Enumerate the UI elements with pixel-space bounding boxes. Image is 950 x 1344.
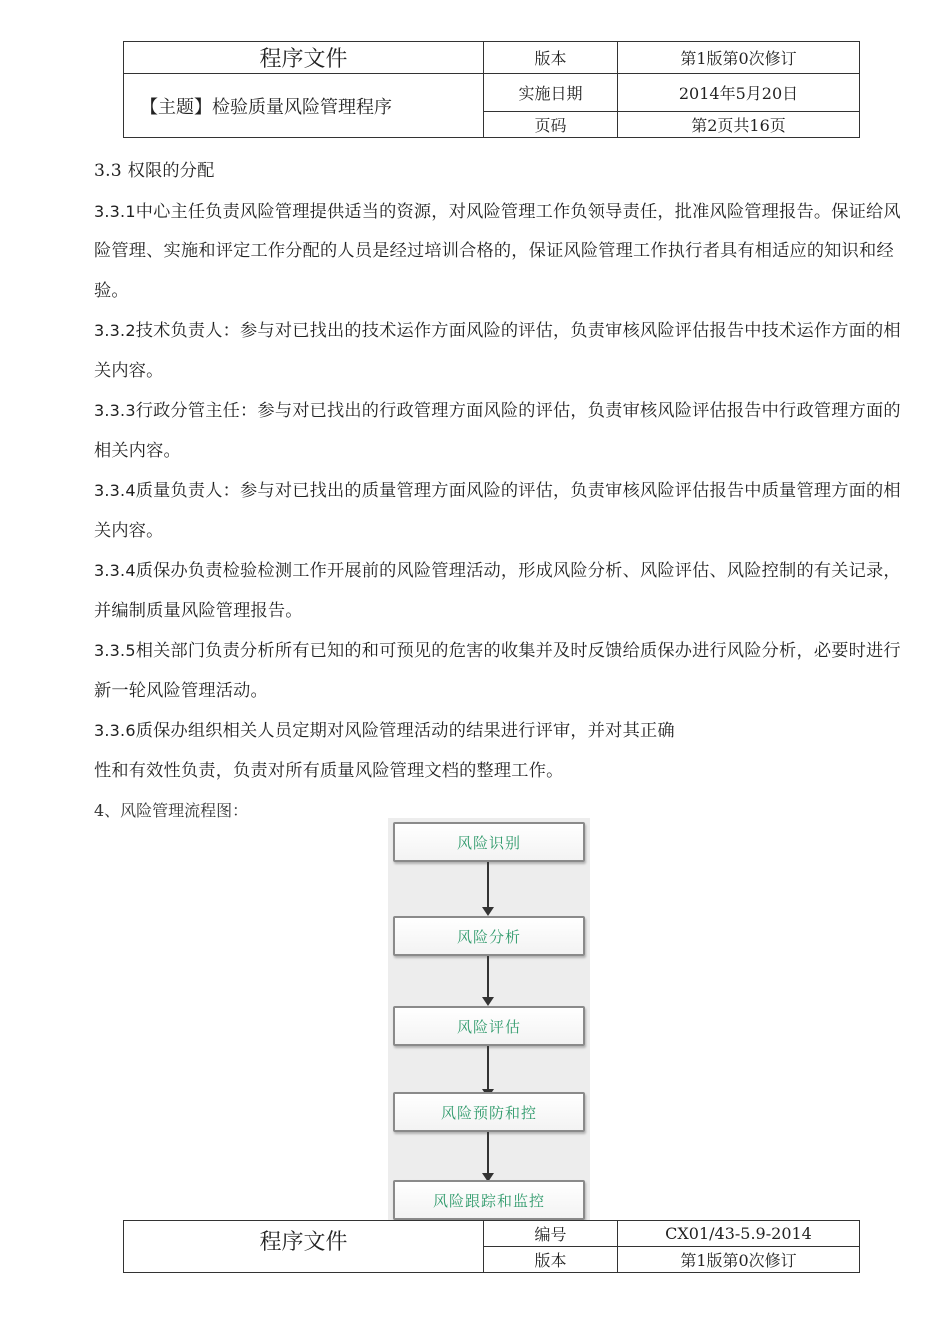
clause-number: 3.3.2	[94, 321, 136, 340]
clause-text: 质量负责人：参与对已找出的质量管理方面风险的评估，负责审核风险评估报告中质量管理方面的相关内容。	[94, 481, 901, 541]
paragraph-3-3-5	[94, 631, 904, 711]
clause-number: 3.3.6	[94, 721, 136, 740]
effective-date-label: 实施日期	[484, 74, 618, 112]
paragraph-3-3-4-a	[94, 471, 904, 551]
next-page-header	[123, 1220, 860, 1273]
clause-text: 技术负责人：参与对已找出的技术运作方面风险的评估，负责审核风险评估报告中技术运作方面的相关内容。	[94, 321, 901, 381]
flow-arrow	[487, 1046, 489, 1090]
paragraph-3-3-2	[94, 311, 904, 391]
doc-type-title: 程序文件	[124, 42, 484, 74]
paragraph-3-3-1	[94, 192, 904, 312]
clause-number: 3.3.5	[94, 641, 136, 660]
page-number-label: 页码	[484, 112, 618, 138]
flow-step-track-monitor: 风险跟踪和监控	[393, 1180, 585, 1220]
flow-step-prevent-control: 风险预防和控	[393, 1092, 585, 1132]
paragraph-3-3-4-b	[94, 551, 904, 631]
section-title: 3.3 权限的分配	[94, 161, 215, 181]
version-value: 第1版第0次修订	[618, 42, 860, 74]
flow-step-evaluate: 风险评估	[393, 1006, 585, 1046]
risk-management-flowchart	[388, 818, 590, 1220]
flow-arrow	[487, 862, 489, 908]
effective-date-value: 2014年5月20日	[618, 74, 860, 112]
doc-type-title: 程序文件	[124, 1221, 484, 1273]
doc-code-value: CX01/43-5.9-2014	[618, 1221, 860, 1247]
document-header	[123, 41, 860, 138]
clause-number: 3.3.1	[94, 201, 136, 221]
clause-text: 相关部门负责分析所有已知的和可预见的危害的收集并及时反馈给质保办进行风险分析，必要时进行新一轮风险管理活动。	[94, 641, 901, 701]
clause-text: 质保办负责检验检测工作开展前的风险管理活动，形成风险分析、风险评估、风险控制的有关记录，并编制质量风险管理报告。	[94, 561, 901, 621]
flow-arrow	[487, 956, 489, 998]
flow-step-analyze: 风险分析	[393, 916, 585, 956]
doc-code-label: 编号	[484, 1221, 618, 1247]
version-value: 第1版第0次修订	[618, 1247, 860, 1273]
clause-number: 3.3.4	[94, 561, 136, 580]
doc-subject: 【主题】检验质量风险管理程序	[124, 74, 484, 138]
version-label: 版本	[484, 42, 618, 74]
clause-number: 3.3.3	[94, 401, 136, 420]
clause-text: 行政分管主任：参与对已找出的行政管理方面风险的评估，负责审核风险评估报告中行政管理方面的相关内容。	[94, 401, 901, 461]
clause-text: 质保办组织相关人员定期对风险管理活动的结果进行评审，并对其正确	[135, 721, 675, 741]
paragraph-3-3-3	[94, 391, 904, 471]
flow-step-identify: 风险识别	[393, 822, 585, 862]
paragraph-3-3-6	[94, 711, 904, 752]
clause-text: 中心主任负责风险管理提供适当的资源，对风险管理工作负领导责任，批准风险管理报告。保证给风险管理、实施和评定工作分配的人员是经过培训合格的，保证风险管理工作执行者具有相适应的知识和经验。	[94, 201, 901, 301]
flowchart-caption: 4、风险管理流程图：	[94, 801, 249, 820]
page-number-value: 第2页共16页	[618, 112, 860, 138]
version-label: 版本	[484, 1247, 618, 1273]
paragraph-3-3-6-continuation: 性和有效性负责，负责对所有质量风险管理文档的整理工作。	[94, 760, 564, 781]
document-body	[94, 152, 904, 830]
flow-arrow	[487, 1132, 489, 1174]
clause-number: 3.3.4	[94, 481, 136, 500]
